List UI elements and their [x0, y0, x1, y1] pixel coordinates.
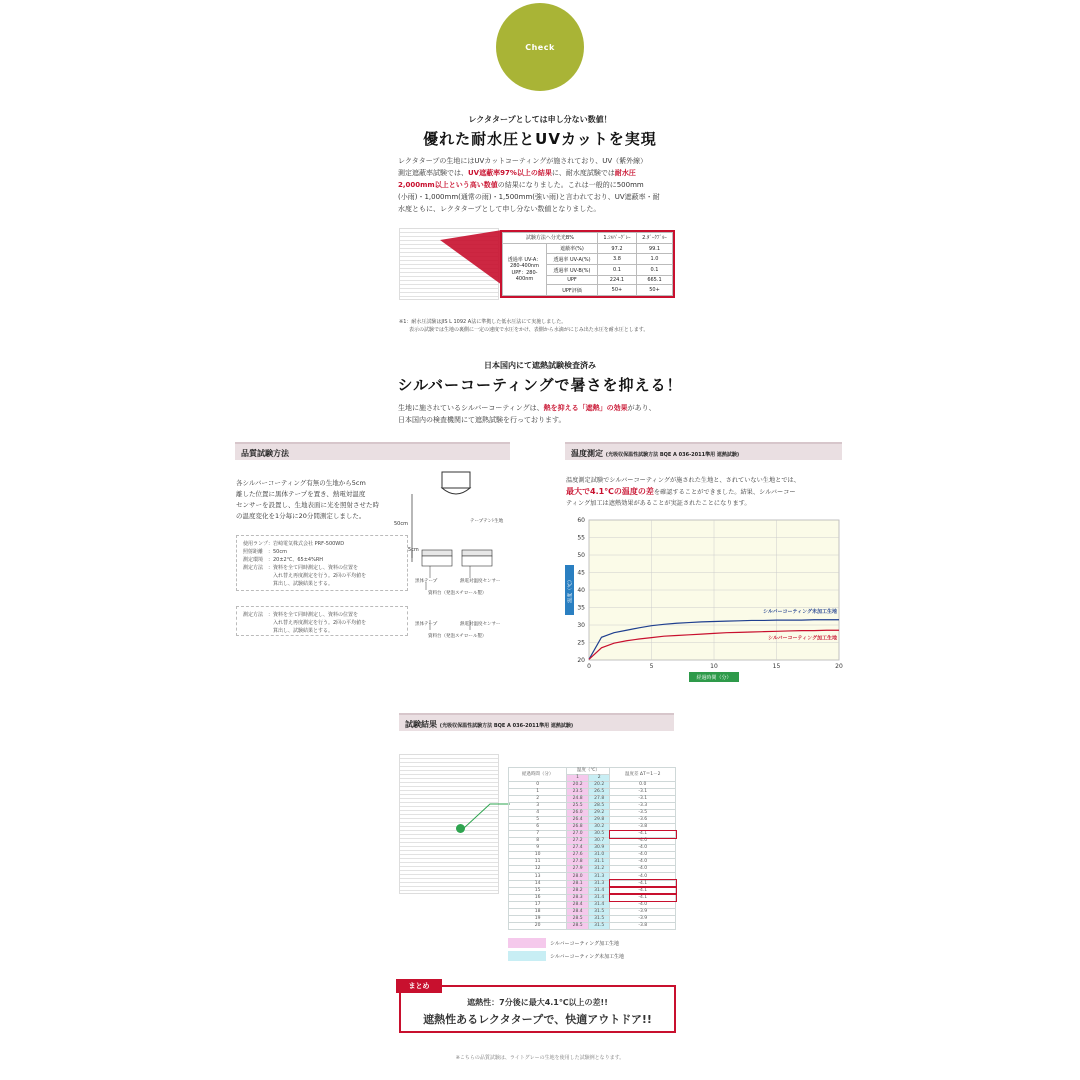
table-cell: 31.4	[588, 894, 610, 901]
table-row-label: 透過率 UV-B(%)	[547, 265, 598, 276]
table-cell: 30.2	[588, 824, 610, 831]
table-cell: 27.2	[567, 838, 589, 845]
table-row	[509, 803, 676, 810]
table-cell: 20.2	[588, 782, 610, 789]
y-tick-label: 40	[577, 587, 585, 594]
table-cell: -4.1	[610, 831, 676, 838]
table-cell: -4.1	[610, 887, 676, 894]
diagram-label-base: 資料台（発泡スチロール製）	[428, 591, 487, 596]
table-cell: 20	[509, 922, 567, 929]
table-cell: 10	[509, 852, 567, 859]
table-row	[509, 894, 676, 901]
table-cell: 2	[509, 796, 567, 803]
table-cell: -4.1	[610, 880, 676, 887]
table-cell: 31.5	[588, 915, 610, 922]
table-cell: 3.8	[597, 254, 636, 265]
table-cell: 20.2	[567, 782, 589, 789]
x-tick-label: 20	[835, 663, 843, 670]
table-cell: -4.0	[610, 845, 676, 852]
section2-subtitle: 日本国内にて遮熱試験検査済み	[484, 361, 596, 370]
table-head-diff: 温度差 ΔT＝1－2	[610, 768, 676, 782]
table-cell: 29.2	[588, 810, 610, 817]
table-row-label: 遮蔽率(%)	[547, 243, 598, 254]
table-row-label: 透過率 UV-A(%)	[547, 254, 598, 265]
table-cell: 13	[509, 873, 567, 880]
x-tick-label: 15	[772, 663, 781, 670]
diagram-label-sensor: 熱電対温度センサー	[460, 579, 501, 584]
table-cell: 0.0	[610, 782, 676, 789]
table-cell: 3	[509, 803, 567, 810]
table-cell: -3.3	[610, 803, 676, 810]
diagram-label-50cm: 50cm	[394, 521, 408, 527]
table-row	[509, 838, 676, 845]
table-cell: 27.0	[567, 831, 589, 838]
sample-right	[462, 550, 492, 566]
table-cell: 1	[509, 789, 567, 796]
summary-line-1: 遮熱性：7分後に最大4.1℃以上の差!!	[467, 998, 608, 1007]
legend-pink-label: シルバーコーティング加工生地	[550, 940, 620, 947]
table-cell: 26.5	[588, 789, 610, 796]
table-row	[509, 782, 676, 789]
x-tick-label: 10	[710, 663, 718, 670]
legend-cyan-label: シルバーコーティング未加工生地	[550, 953, 625, 960]
table-cell: 1.0	[636, 254, 672, 265]
table-cell: -4.0	[610, 873, 676, 880]
table-cell: 12	[509, 866, 567, 873]
table-row	[509, 789, 676, 796]
table-cell: 28.0	[567, 873, 589, 880]
table-cell: 26.8	[567, 824, 589, 831]
table-cell: 27.4	[567, 845, 589, 852]
table-cell: 28.4	[567, 901, 589, 908]
table-row	[509, 922, 676, 929]
quality-spec-box: 使用ランプ：岩崎電気株式会社 PRF-500WD 照射距離 ：50cm 測定環境 ：20±2℃、65±4%RH 測定方法 ：資料を全て同時測定し、資料の位置を 入れ替え再度測定を行う。2回の平均値を 算出し、試験結果とする。	[236, 535, 408, 591]
y-tick-label: 55	[577, 534, 585, 542]
table-cell: 0.1	[597, 265, 636, 276]
diagram-label-base-2: 資料台（発泡スチロール製）	[428, 634, 487, 639]
quality-spec-box-repeat: 測定方法 ：資料を全て同時測定し、資料の位置を 入れ替え再度測定を行う。2回の平均値を 算出し、試験結果とする。	[236, 606, 408, 636]
temperature-chart-svg	[565, 512, 845, 702]
table-cell: -3.6	[610, 817, 676, 824]
table-cell: 31.5	[588, 908, 610, 915]
table-cell: -4.0	[610, 866, 676, 873]
table-cell: 665.1	[636, 275, 672, 284]
table-cell: -3.1	[610, 789, 676, 796]
table-cell: -3.9	[610, 908, 676, 915]
table-cell: -3.8	[610, 824, 676, 831]
y-tick-label: 45	[577, 569, 585, 577]
check-label: Check	[525, 42, 555, 52]
table-cell: 28.5	[567, 922, 589, 929]
table-cell: 18	[509, 908, 567, 915]
y-tick-label: 60	[577, 517, 585, 524]
table-cell: 5	[509, 817, 567, 824]
diagram-label-top-fabric: テープテンﾄ生地	[470, 519, 504, 524]
table-cell: 27.8	[588, 796, 610, 803]
diagram-label-5cm: 5cm	[408, 547, 419, 553]
diagram-label-black-tape-2: 黒体テープ	[415, 622, 438, 627]
table-row	[509, 901, 676, 908]
table-cell: -3.8	[610, 922, 676, 929]
table-cell: 31.0	[588, 852, 610, 859]
x-tick-label: 0	[587, 663, 591, 670]
table-cell: 29.8	[588, 817, 610, 824]
table-cell: 31.3	[588, 873, 610, 880]
results-table	[508, 767, 676, 930]
results-bar-small: (光吸収保温性試験方法 BQE A 036-2011準用 遮熱試験)	[439, 723, 574, 729]
table-cell: -4.0	[610, 838, 676, 845]
legend-cyan-swatch	[508, 951, 546, 961]
table-cell: 28.4	[567, 908, 589, 915]
y-tick-label: 35	[577, 604, 585, 612]
table-cell: 0	[509, 782, 567, 789]
table-cell: -3.5	[610, 810, 676, 817]
table-cell: 28.3	[567, 894, 589, 901]
temperature-section-bar	[565, 442, 842, 460]
test-setup-diagram	[392, 470, 522, 645]
table-row	[509, 824, 676, 831]
table-row	[509, 831, 676, 838]
check-badge	[496, 3, 584, 91]
table-cell: 28.5	[588, 803, 610, 810]
table-head-1: 1	[567, 775, 589, 782]
table-cell: 17	[509, 901, 567, 908]
table-cell: 30.9	[588, 845, 610, 852]
table-header-label: 試験方法へ分光光B%	[503, 233, 598, 244]
series-label-1: シルバーコーティング加工生地	[767, 635, 837, 642]
x-tick-label: 5	[649, 663, 654, 670]
table-cell: -3.9	[610, 915, 676, 922]
table-cell: 26.0	[567, 810, 589, 817]
table-row	[509, 915, 676, 922]
legend-cyan	[508, 951, 624, 961]
table-cell: 224.1	[597, 275, 636, 284]
x-axis-label: 経過時間（分）	[696, 675, 732, 681]
pointer-line	[460, 800, 510, 832]
table-cell: -4.0	[610, 852, 676, 859]
series-label-0: シルバーコーティング未加工生地	[762, 608, 837, 615]
table-cell: 24.8	[567, 796, 589, 803]
diagram-label-sensor-2: 熱電対温度センサー	[460, 622, 501, 627]
table-cell: 28.5	[567, 915, 589, 922]
table-row	[509, 908, 676, 915]
y-tick-label: 30	[577, 622, 585, 629]
table-cell: 9	[509, 845, 567, 852]
uv-results-table	[500, 230, 675, 298]
quality-bar-title: 品質試験方法	[241, 449, 289, 458]
table-row	[509, 845, 676, 852]
table-cell: 97.2	[597, 243, 636, 254]
table-cell: 27.9	[567, 866, 589, 873]
table-col2: 2.ﾀﾞｰｸﾌﾞﾙｰ	[636, 233, 672, 244]
table-cell: -3.1	[610, 796, 676, 803]
table-row-label: UPF	[547, 275, 598, 284]
table-cell: 25.5	[567, 803, 589, 810]
section2-title: シルバーコーティングで暑さを抑える！	[397, 376, 683, 394]
lamp-icon	[442, 472, 470, 494]
table-col1: 1.ｼﾙﾊﾞｰｸﾞﾚｰ	[597, 233, 636, 244]
legend-pink-swatch	[508, 938, 546, 948]
table-cell: 30.7	[588, 838, 610, 845]
table-cell: 14	[509, 880, 567, 887]
table-cell: 15	[509, 887, 567, 894]
table-cell: 4	[509, 810, 567, 817]
table-cell: 28.2	[567, 887, 589, 894]
results-bar-title: 試験結果	[405, 720, 437, 729]
temperature-description: 温度測定試験でシルバーコーティングが施された生地と、されていない生地とでは、 最大で4.1℃の温度の差を確認することができました。結果、シルバーコー ティング加工は遮熱効果があることが実証されたことになります。	[566, 477, 800, 507]
table-cell: -4.1	[610, 894, 676, 901]
diagram-label-black-tape: 黒体テープ	[415, 579, 438, 584]
table-side-label: 透過率 UV-A：280-400nm UPF：280-400nm	[503, 243, 547, 295]
y-axis-label: 温度（℃）	[567, 577, 574, 603]
table-cell: 50+	[597, 285, 636, 296]
table-row	[509, 887, 676, 894]
y-tick-label: 50	[577, 552, 585, 559]
temperature-chart	[565, 512, 845, 702]
table-row	[509, 866, 676, 873]
table-cell: -4.0	[610, 859, 676, 866]
table-row-label: UPF評価	[547, 285, 598, 296]
table-cell: 19	[509, 915, 567, 922]
table-cell: 28.1	[567, 880, 589, 887]
temperature-bar-title: 温度測定	[571, 449, 603, 458]
table-row	[509, 852, 676, 859]
table-cell: 27.8	[567, 859, 589, 866]
summary-line-2: 遮熱性あるレクタタープで、快適アウトドア!!	[423, 1013, 652, 1026]
section1-notes: ※1：耐水圧試験はJIS L 1092 A法に準拠した低水圧法にて実施しました。 表示の試験では生地の裏側に一定の速度で水圧をかけ、表側から水滴がにじみ出た水圧を耐水圧とします。	[399, 319, 649, 333]
section1-paragraph: レクタタープの生地にはUVカットコーティングが施されており、UV（紫外線） 測定遮蔽率試験では、UV遮蔽率97%以上の結果に、耐水度試験では耐水圧 2,000mm以上という高い数値の結果になりました。これは一般的に500mm (小雨)・1,000mm(通常の雨)・1,500mm(強い雨)と言われており、UV遮蔽率・耐 水度ともに、レクタタープとして申し分ない数値となりました。	[398, 157, 660, 213]
table-cell: 11	[509, 859, 567, 866]
section1-title: 優れた耐水圧とUVカットを実現	[423, 130, 657, 148]
table-cell: 6	[509, 824, 567, 831]
table-cell: 27.6	[567, 852, 589, 859]
section1-subtitle: レクタタープとしては申し分ない数値！	[468, 115, 612, 124]
table-cell: 23.5	[567, 789, 589, 796]
table-row	[509, 810, 676, 817]
legend-pink	[508, 938, 619, 948]
table-head-time: 経過時間（分）	[509, 768, 567, 782]
quality-description: 各シルバーコーティング有無の生地から5cm 離した位置に黒体テープを置き、熱電対温度 センサーを設置し、生地表面に光を照射させた時 の温度変化を1分毎に20分間測定しました。	[236, 479, 379, 520]
results-section-bar	[399, 713, 674, 731]
y-tick-label: 20	[577, 657, 585, 664]
table-row	[509, 880, 676, 887]
y-tick-label: 25	[577, 639, 585, 647]
table-cell: 8	[509, 838, 567, 845]
summary-tag: まとめ	[396, 979, 442, 993]
table-row	[509, 796, 676, 803]
table-cell: 31.4	[588, 887, 610, 894]
table-cell: 31.2	[588, 866, 610, 873]
table-cell: 31.3	[588, 880, 610, 887]
table-head-2: 2	[588, 775, 610, 782]
table-cell: 16	[509, 894, 567, 901]
table-cell: 0.1	[636, 265, 672, 276]
table-cell: 31.5	[588, 922, 610, 929]
pointer-wedge	[440, 230, 502, 290]
quality-section-bar	[235, 442, 510, 460]
table-cell: 99.1	[636, 243, 672, 254]
table-cell: 30.5	[588, 831, 610, 838]
table-row	[509, 817, 676, 824]
table-row	[509, 873, 676, 880]
footer-note: ※こちらの品質試験は、ライトグレーの生地を使用した試験例となります。	[455, 1055, 625, 1061]
sample-left	[422, 550, 452, 566]
table-row	[509, 859, 676, 866]
table-cell: 26.4	[567, 817, 589, 824]
table-cell: -4.0	[610, 901, 676, 908]
table-cell: 7	[509, 831, 567, 838]
temperature-bar-small: (光吸収保温性試験方法 BQE A 036-2011準用 遮熱試験)	[605, 452, 740, 458]
table-head-temp: 温度（℃）	[567, 768, 610, 775]
section2-paragraph: 生地に施されているシルバーコーティングは、熱を抑える「遮熱」の効果があり、 日本国内の検査機関にて遮熱試験を行っております。	[398, 404, 656, 424]
table-cell: 31.1	[588, 859, 610, 866]
table-cell: 31.4	[588, 901, 610, 908]
table-cell: 50+	[636, 285, 672, 296]
